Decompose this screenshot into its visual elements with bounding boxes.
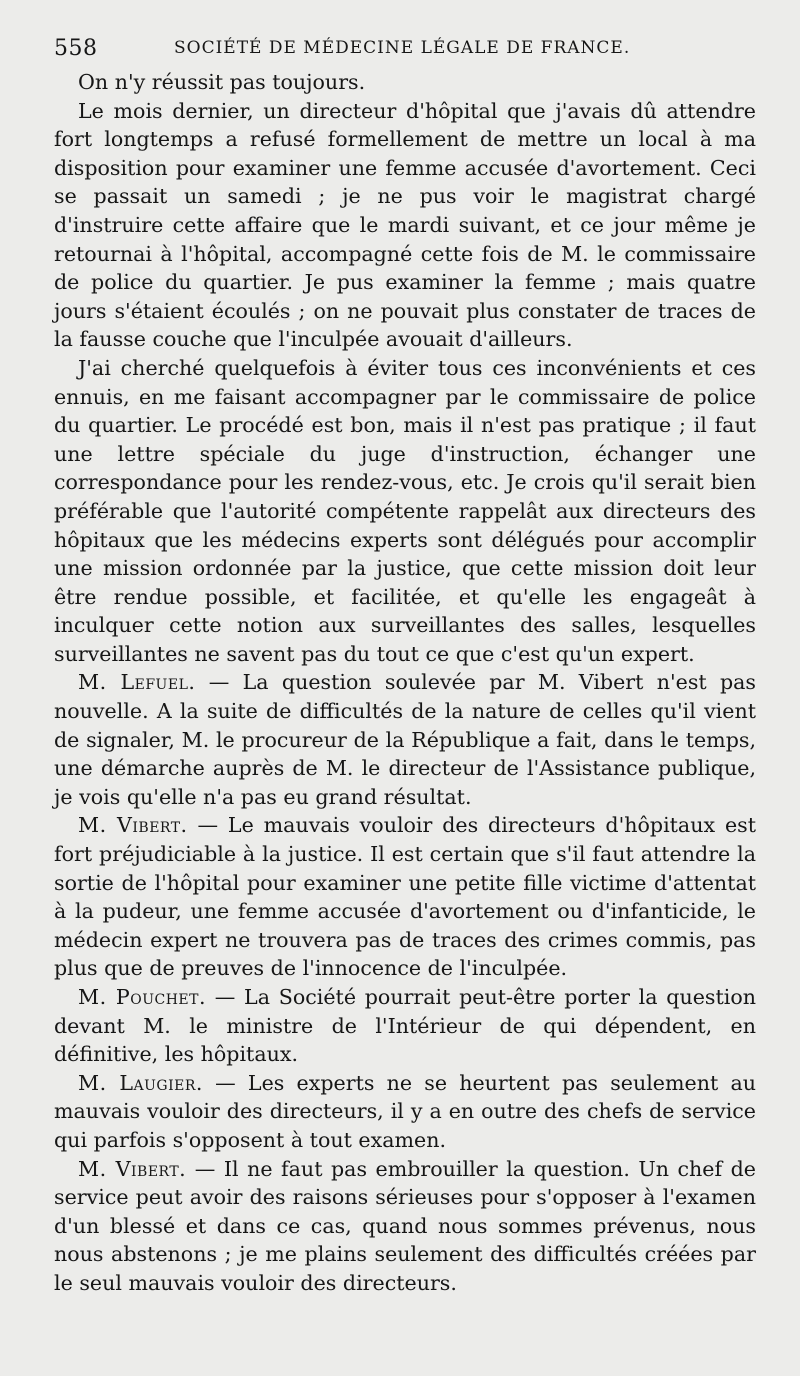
paragraph bbox=[54, 983, 756, 1069]
paragraph bbox=[54, 1155, 756, 1298]
speaker-name: M. Lefuel. bbox=[78, 670, 196, 695]
page-header bbox=[54, 36, 756, 68]
paragraph bbox=[54, 68, 756, 97]
paragraph bbox=[54, 97, 756, 354]
paragraph bbox=[54, 668, 756, 811]
page-number: 558 bbox=[54, 36, 98, 61]
paragraph bbox=[54, 811, 756, 983]
paragraph-text: — La question soulevée par M. Vibert n'est pas nouvelle. A la suite de difficultés de la nature de celles qu'il vient de signaler, M. le procureur de la République a fait, dans le temps, une démarche auprès de M. le directeur de l'Assistance publique, je vois qu'elle n'a pas eu grand résultat. bbox=[54, 670, 756, 809]
body-text bbox=[54, 68, 756, 1298]
paragraph bbox=[54, 354, 756, 669]
paragraph-text: — Il ne faut pas embrouiller la question. Un chef de service peut avoir des raisons sérieuses pour s'opposer à l'examen d'un blessé et dans ce cas, quand nous sommes prévenus, nous nous abstenons ; je me plains seulement des difficultés créées par le seul mauvais vouloir des directeurs. bbox=[54, 1156, 756, 1295]
paragraph-text: Le mois dernier, un directeur d'hôpital que j'avais dû attendre fort longtemps a refusé formellement de mettre un local à ma disposition pour examiner une femme accusée d'avortement. Ceci se passait un samedi ; je ne pus voir le magistrat chargé d'instruire cette affaire que le mardi suivant, et ce jour même je retournai à l'hôpital, accompagné cette fois de M. le commissaire de police du quartier. Je pus examiner la femme ; mais quatre jours s'étaient écoulés ; on ne pouvait plus constater de traces de la fausse couche que l'inculpée avouait d'ailleurs. bbox=[54, 98, 756, 352]
paragraph-text: — Le mauvais vouloir des directeurs d'hôpitaux est fort préjudiciable à la justice. Il est certain que s'il faut attendre la sortie de l'hôpital pour examiner une petite fille victime d'attentat à la pudeur, une femme accusée d'avortement ou d'infanticide, le médecin expert ne trouvera pas de traces des crimes commis, pas plus que de preuves de l'innocence de l'inculpée. bbox=[54, 813, 756, 981]
speaker-name: M. Vibert. bbox=[78, 813, 188, 838]
paragraph-text: J'ai cherché quelquefois à éviter tous ces inconvénients et ces ennuis, en me faisant accompagner par le commissaire de police du quartier. Le procédé est bon, mais il n'est pas pratique ; il faut une lettre spéciale du juge d'instruction, échanger une correspondance pour les rendez-vous, etc. Je crois qu'il serait bien préférable que l'autorité compétente rappelât aux directeurs des hôpitaux que les médecins experts sont délégués pour accomplir une mission ordonnée par la justice, que cette mission doit leur être rendue possible, et facilitée, et qu'elle les engageât à inculquer cette notion aux surveillantes des salles, lesquelles surveillantes ne savent pas du tout ce que c'est qu'un expert. bbox=[54, 355, 756, 666]
speaker-name: M. Pouchet. bbox=[78, 985, 207, 1009]
speaker-name: M. Laugier. bbox=[78, 1070, 203, 1095]
paragraph-text: On n'y réussit pas toujours. bbox=[78, 70, 366, 94]
running-title: SOCIÉTÉ DE MÉDECINE LÉGALE DE FRANCE. bbox=[174, 38, 631, 58]
paragraph-text: — La Société pourrait peut-être porter la question devant M. le ministre de l'Intérieur de qui dépendent, en définitive, les hôpitaux. bbox=[54, 985, 756, 1067]
paragraph-text: — Les experts ne se heurtent pas seulement au mauvais vouloir des directeurs, il y a en outre des chefs de service qui parfois s'opposent à tout examen. bbox=[54, 1070, 756, 1152]
speaker-name: M. Vibert. bbox=[78, 1156, 187, 1181]
paragraph bbox=[54, 1069, 756, 1155]
